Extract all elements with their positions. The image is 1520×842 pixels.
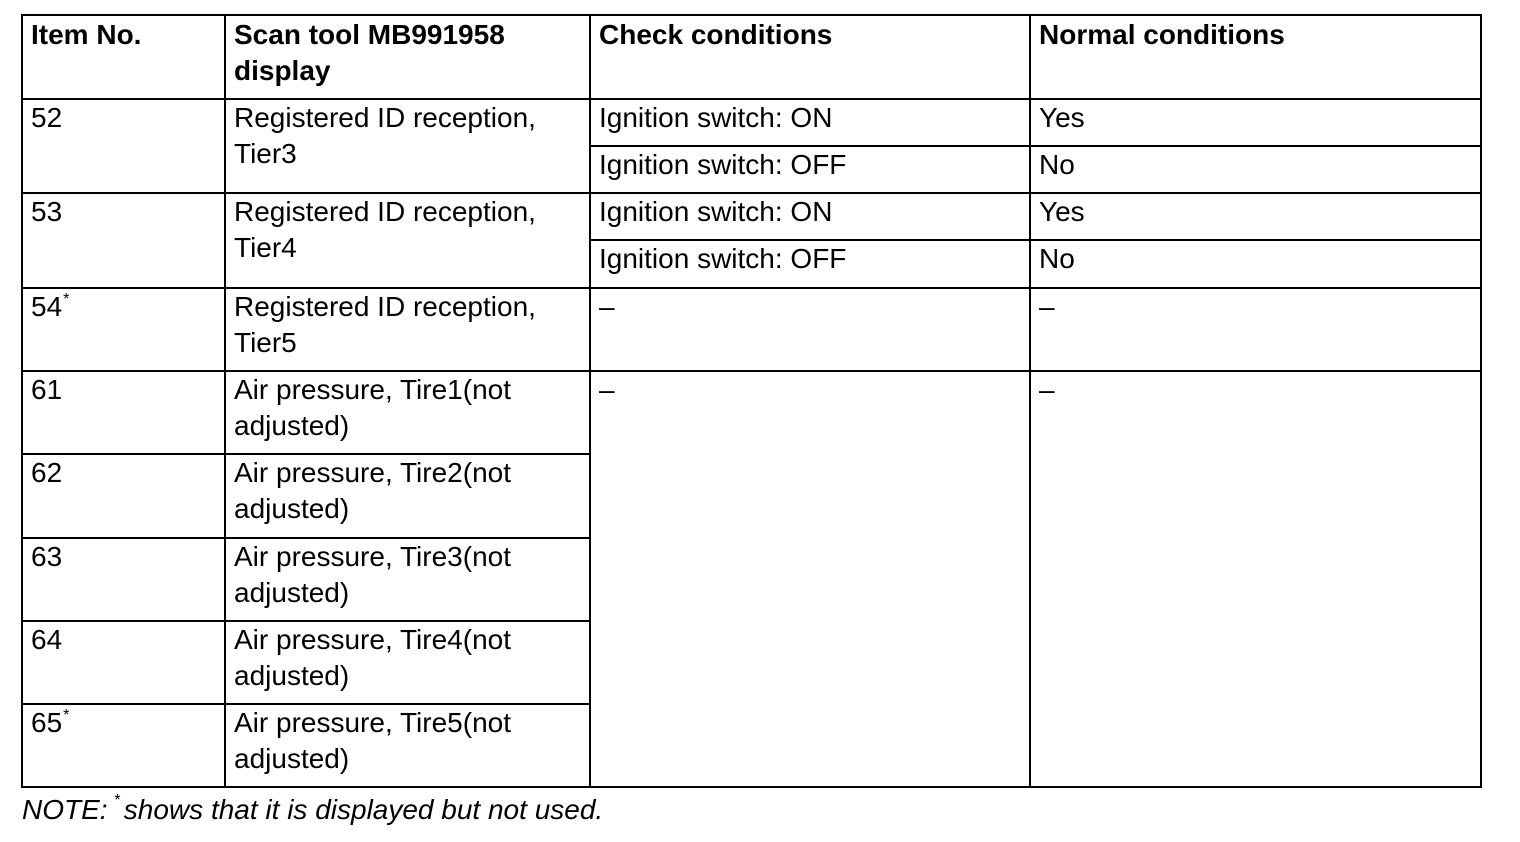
item-no-cell <box>22 288 225 371</box>
asterisk-marker: * <box>63 291 70 309</box>
check-condition-cell <box>590 288 1030 371</box>
item-no-cell: 52 <box>22 99 225 193</box>
check-condition-cell <box>590 371 1030 787</box>
display-cell: Registered ID reception, Tier3 <box>225 99 590 193</box>
item-no-cell: 62 <box>22 454 225 537</box>
item-no-cell: 63 <box>22 538 225 621</box>
note-prefix: NOTE: <box>22 794 108 825</box>
note-text: shows that it is displayed but not used. <box>123 794 604 825</box>
dash-text: – <box>1039 291 1055 323</box>
normal-condition-cell: No <box>1030 240 1481 288</box>
header-item-no: Item No. <box>22 15 225 99</box>
item-no-cell: 61 <box>22 371 225 454</box>
item-no-cell: 64 <box>22 621 225 704</box>
normal-condition-cell <box>1030 371 1481 787</box>
check-condition-cell: Ignition switch: OFF <box>590 146 1030 193</box>
dash-text: – <box>599 291 615 323</box>
header-scan-tool-display: Scan tool MB991958 display <box>225 15 590 99</box>
asterisk-marker: * <box>113 792 120 809</box>
display-cell: Registered ID reception, Tier4 <box>225 193 590 288</box>
check-condition-cell: Ignition switch: ON <box>590 99 1030 146</box>
dash-text: – <box>1039 374 1055 406</box>
display-cell: Air pressure, Tire2(not adjusted) <box>225 454 590 537</box>
footnote <box>22 792 603 828</box>
table-row <box>22 371 1481 454</box>
display-cell: Air pressure, Tire3(not adjusted) <box>225 538 590 621</box>
display-cell: Registered ID reception, Tier5 <box>225 288 590 371</box>
table-row <box>22 99 1481 146</box>
display-cell: Air pressure, Tire4(not adjusted) <box>225 621 590 704</box>
display-cell: Air pressure, Tire5(not adjusted) <box>225 704 590 787</box>
item-number: 65 <box>31 706 63 738</box>
header-normal-conditions: Normal conditions <box>1030 15 1481 99</box>
table-row <box>22 193 1481 240</box>
display-cell: Air pressure, Tire1(not adjusted) <box>225 371 590 454</box>
check-condition-cell: Ignition switch: ON <box>590 193 1030 240</box>
scan-tool-data-table <box>21 14 1482 788</box>
table-row <box>22 288 1481 371</box>
normal-condition-cell <box>1030 288 1481 371</box>
normal-condition-cell: Yes <box>1030 99 1481 146</box>
item-no-cell <box>22 704 225 787</box>
table-header-row <box>22 15 1481 99</box>
asterisk-marker: * <box>63 706 70 724</box>
check-condition-cell: Ignition switch: OFF <box>590 240 1030 288</box>
normal-condition-cell: Yes <box>1030 193 1481 240</box>
normal-condition-cell: No <box>1030 146 1481 193</box>
header-check-conditions: Check conditions <box>590 15 1030 99</box>
item-number: 54 <box>31 291 63 323</box>
item-no-cell: 53 <box>22 193 225 288</box>
dash-text: – <box>599 374 615 406</box>
